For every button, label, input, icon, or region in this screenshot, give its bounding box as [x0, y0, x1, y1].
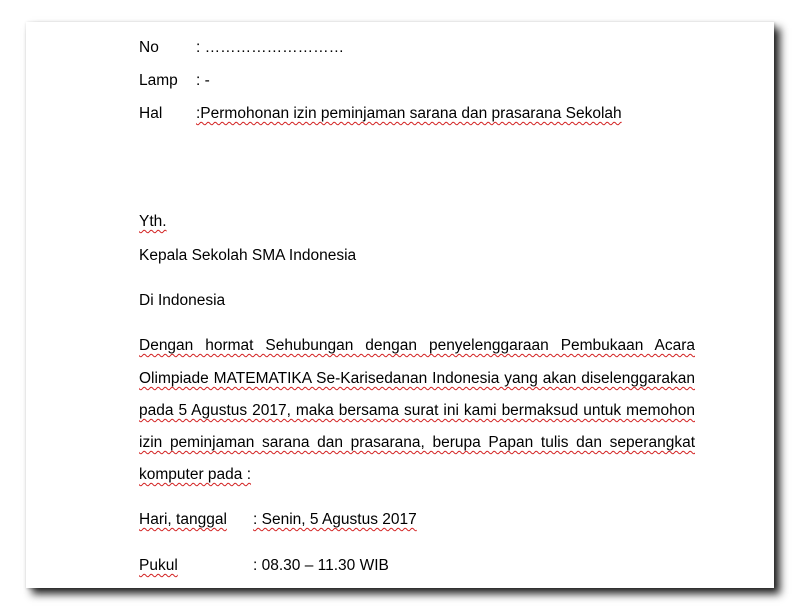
salutation-yth: Yth. — [139, 213, 167, 230]
body-line-1: Dengan hormat Sehubungan dengan penyelenggaraan Pembukaan Acara — [139, 337, 695, 354]
recipient-line-2: Di Indonesia — [139, 292, 226, 309]
hal-label: Hal — [139, 105, 163, 122]
no-value: : ……………………… — [196, 39, 345, 56]
lamp-value: : - — [196, 72, 210, 89]
body-line-4: izin peminjaman sarana dan prasarana, berupa Papan tulis dan seperangkat — [139, 434, 695, 451]
time-value: : 08.30 – 11.30 WIB — [253, 557, 389, 574]
body-line-2: Olimpiade MATEMATIKA Se-Karisedanan Indonesia yang akan diselenggarakan — [139, 370, 695, 387]
body-line-3: pada 5 Agustus 2017, maka bersama surat ini kami bermaksud untuk memohon — [139, 402, 695, 419]
date-label: Hari, tanggal — [139, 511, 227, 528]
lamp-label: Lamp — [139, 72, 178, 89]
time-label: Pukul — [139, 557, 178, 574]
date-value: : Senin, 5 Agustus 2017 — [253, 511, 417, 528]
hal-value: :Permohonan izin peminjaman sarana dan prasarana Sekolah — [196, 105, 622, 122]
no-label: No — [139, 39, 159, 56]
recipient-line-1: Kepala Sekolah SMA Indonesia — [139, 247, 357, 264]
body-line-5: komputer pada : — [139, 466, 252, 483]
